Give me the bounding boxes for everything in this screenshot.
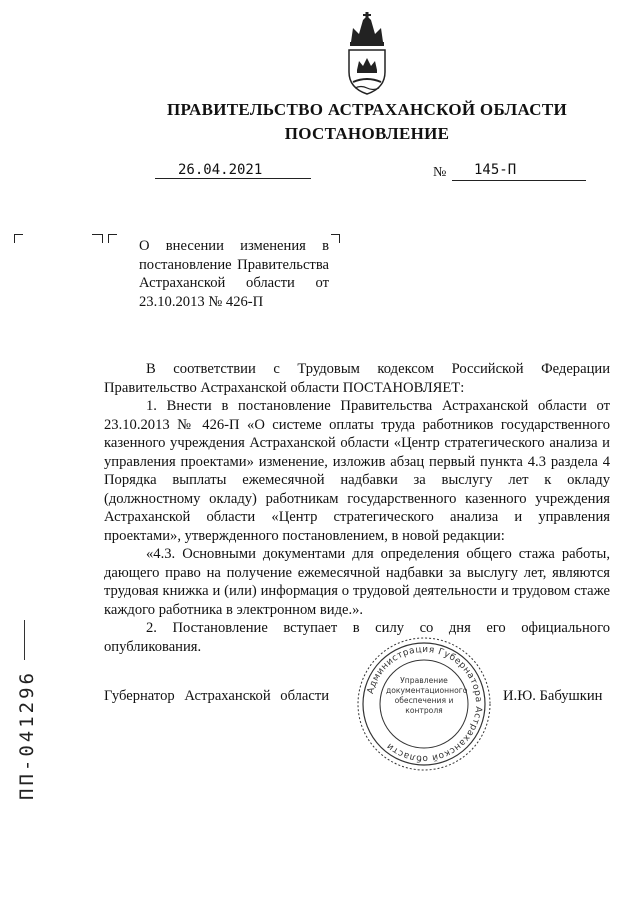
corner-mark: [108, 234, 117, 243]
seal-ring-text: Администрация Губернатора Астраханской области: [366, 644, 484, 764]
document-subject: О внесении изменения в постановление Правительства Астраханской области от 23.10.2013 № 426-П: [139, 238, 329, 310]
document-number: 145-П: [474, 162, 517, 178]
organization-name: ПРАВИТЕЛЬСТВО АСТРАХАНСКОЙ ОБЛАСТИ: [167, 100, 567, 119]
document-body: [104, 360, 610, 656]
signatory-title: Губернатор Астраханской области: [104, 688, 330, 704]
coat-of-arms-icon: [343, 12, 391, 96]
corner-mark: [92, 234, 103, 243]
document-type: ПОСТАНОВЛЕНИЕ: [284, 124, 450, 143]
document-date: 26.04.2021: [178, 162, 263, 178]
margin-line: [24, 620, 25, 660]
preamble-paragraph: В соответствии с Трудовым кодексом Российской Федерации Правительство Астраханской области ПОСТАНОВЛЯЕТ:: [104, 361, 610, 396]
date-underline: [155, 178, 311, 179]
number-underline: [452, 180, 586, 181]
number-label: №: [433, 165, 447, 180]
seal-center-text: Управление документационного обеспечения и контроля: [386, 676, 468, 715]
quoted-paragraph: «4.3. Основными документами для определения общего стажа работы, дающего право на получение ежемесячной надбавки за выслугу лет, являются трудовая книжка и (или) информация о трудовой деятельности и трудовом стаже каждого работника в электронном виде.».: [104, 546, 610, 618]
item-1-paragraph: 1. Внести в постановление Правительства Астраханской области от 23.10.2013 № 426-П «О системе оплаты труда работников государственного казенного учреждения Астраханской области «Центр стратегического анализа и управления проектами» изменение, изложив абзац первый пункта 4.3 раздела 4 Порядка выплаты ежемесячной надбавки за выслугу лет к окладу (должностному окладу) работникам государственного казенного учреждения Астраханской области «Центр стратегического анализа и управления проектами», утвержденного постановлением, в новой редакции:: [104, 398, 610, 544]
side-registration-code: ПП-041296: [16, 670, 38, 800]
item-2-paragraph: 2. Постановление вступает в силу со дня его официального опубликования.: [104, 620, 610, 655]
corner-mark: [331, 234, 340, 243]
corner-mark: [14, 234, 23, 243]
signatory-name: И.Ю. Бабушкин: [503, 688, 603, 704]
